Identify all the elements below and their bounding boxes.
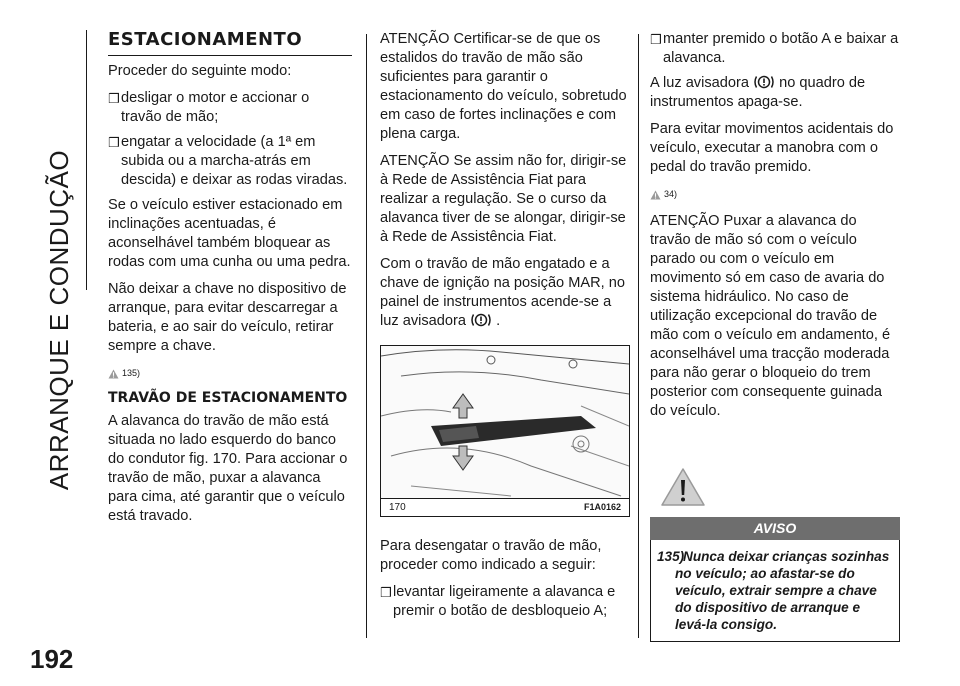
checkbox-bullet-icon: ❒ <box>108 135 120 150</box>
paragraph: Para desengatar o travão de mão, proceder como indicado a seguir: <box>380 538 602 573</box>
column-divider <box>638 34 639 638</box>
checkbox-bullet-icon: ❒ <box>380 585 392 600</box>
column-divider <box>366 34 367 638</box>
checkbox-bullet-icon: ❒ <box>650 32 662 47</box>
list-item: ❒ engatar a velocidade (a 1ª em subida ou a marcha-atrás em descida) e deixar as rodas viradas. <box>108 134 348 188</box>
paragraph: A luz avisadora no quadro de instrumentos apaga-se. <box>650 75 866 110</box>
list-item: ❒ levantar ligeiramente a alavanca e premir o botão de desbloqueio A; <box>380 584 616 619</box>
warning-box <box>650 467 900 642</box>
brake-warning-lamp-icon <box>470 312 492 328</box>
warning-reference: 34) <box>650 185 900 204</box>
paragraph: ATENÇÃO Se assim não for, dirigir-se à Rede de Assistência Fiat para realizar a regulação. Se o curso da alavanca tiver de se alongar, dirigir-se à Rede de Assistência Fiat. <box>380 153 627 245</box>
column-2 <box>380 30 628 627</box>
figure-number: 170 <box>389 502 406 513</box>
warning-text: 135)Nunca deixar crianças sozinhas no veículo; ao afastar-se do veículo, extrair sempre a chave do dispositivo de arranque e levá-la consigo. <box>650 540 900 642</box>
paragraph: ATENÇÃO Puxar a alavanca do travão de mão só com o veículo parado ou com o veículo em movimento só em caso de avaria do sistema hidráulico. No caso de utilização excepcional do travão de mão com o veículo em andamento, é aconselhável uma tracção moderada para não gerar o bloqueio do trem posterior com consequente guinada do veículo. <box>650 213 891 419</box>
paragraph: Para evitar movimentos acidentais do veículo, executar a manobra com o pedal do travão premido. <box>650 121 894 175</box>
warning-triangle-icon <box>660 467 706 507</box>
warning-number: 135) <box>657 549 685 564</box>
list-item: ❒ manter premido o botão A e baixar a alavanca. <box>650 31 899 66</box>
handbrake-illustration <box>381 346 629 498</box>
warning-title: AVISO <box>650 517 900 540</box>
column-1 <box>108 30 352 534</box>
subsection-heading: TRAVÃO DE ESTACIONAMENTO <box>108 390 348 406</box>
chapter-title: ARRANQUE E CONDUÇÃO <box>44 149 74 491</box>
figure-handbrake <box>380 345 630 517</box>
page-number: 192 <box>30 644 74 674</box>
warning-reference: 135) <box>108 364 352 383</box>
brake-warning-lamp-icon <box>753 74 775 90</box>
paragraph: ATENÇÃO Certificar-se de que os estalidos do travão de mão são suficientes para garantir o estacionamento do veículo, sobretudo em caso de fortes inclinações e com plena carga. <box>380 31 627 142</box>
paragraph: Com o travão de mão engatado e a chave de ignição na posição MAR, no painel de instrumentos acende-se a luz avisadora . <box>380 256 626 329</box>
side-divider <box>86 30 87 290</box>
paragraph: Se o veículo estiver estacionado em inclinações acentuadas, é aconselhável também bloquear as rodas com uma cunha ou uma pedra. <box>108 197 351 270</box>
paragraph: Proceder do seguinte modo: <box>108 63 292 79</box>
figure-code: F1A0162 <box>583 502 621 512</box>
section-heading: ESTACIONAMENTO <box>108 30 352 56</box>
warning-triangle-icon <box>650 190 661 200</box>
paragraph: A alavanca do travão de mão está situada no lado esquerdo do banco do condutor fig. 170. Para accionar o travão de mão, puxar a alavanca para cima, até garantir que o veículo está travado. <box>108 413 348 524</box>
warning-triangle-icon <box>108 369 119 379</box>
figure-caption <box>381 498 629 516</box>
list-item: ❒ desligar o motor e accionar o travão de mão; <box>108 90 310 125</box>
column-3 <box>650 30 900 642</box>
checkbox-bullet-icon: ❒ <box>108 91 120 106</box>
paragraph: Não deixar a chave no dispositivo de arranque, para evitar descarregar a bateria, e ao sair do veículo, retirar sempre a chave. <box>108 281 347 354</box>
